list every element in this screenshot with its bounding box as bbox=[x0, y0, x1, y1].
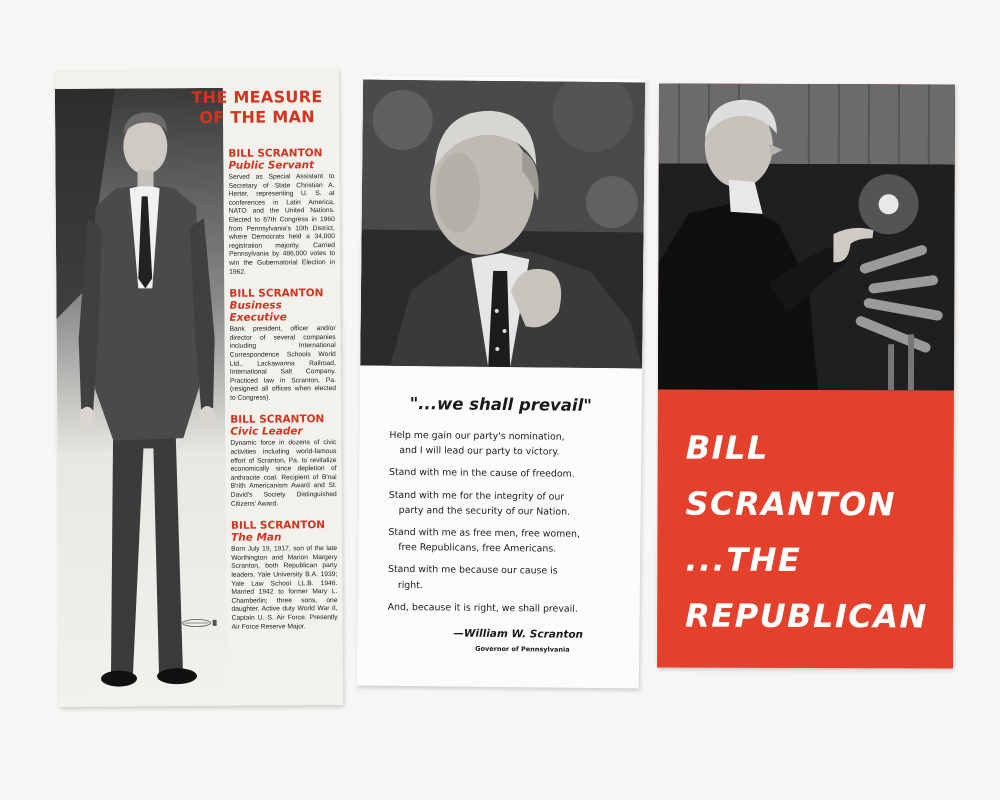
section-text: Born July 19, 1917, son of the late Worthington and Marion Margery Scranton, both Republican party leaders. Yale University B.A. 1939; Yale Law School LL.B. 1946. Married 1942 to former Mary L. Chamberlin; three sons, one daughter. Active duty World War II, Captain U. S. Air Force. Presently Air Force Reserve Major. bbox=[231, 545, 338, 631]
section-name: BILL SCRANTON bbox=[229, 287, 324, 300]
headline bbox=[685, 420, 948, 645]
section-role: The Man bbox=[231, 531, 282, 544]
card-title: THE MEASURE OF THE MAN bbox=[191, 87, 323, 127]
section-text: Dynamic force in dozens of civic activities including world-famous effort of Scranton, Pa. to revitalize economically since depletion of anthracite coal. Recipient of B'nai B'rith Americanism Award and St. David's Society Distinguished Citizens' Award. bbox=[230, 439, 337, 508]
line-first: Help me gain our party's nomination, bbox=[389, 429, 565, 443]
section-role: Civic Leader bbox=[230, 425, 303, 439]
section-role: Business Executive bbox=[229, 299, 287, 324]
headline-line: BILL bbox=[685, 428, 769, 467]
line-first: Stand with me as free men, free women, bbox=[388, 526, 581, 540]
quote-line bbox=[388, 562, 614, 595]
section-name: BILL SCRANTON bbox=[230, 413, 325, 427]
quote-line bbox=[388, 525, 614, 558]
headline-line: ...THE bbox=[685, 540, 802, 579]
quote-line bbox=[389, 487, 615, 520]
line-first: Stand with me for the integrity of our bbox=[388, 489, 565, 503]
bio-section-civic-leader bbox=[230, 414, 337, 509]
quote-line bbox=[388, 600, 614, 618]
section-text: Bank president, officer and/or director of several companies including International Correspondence Schools World Ltd., Lackawanna Railroad, International Salt Company. Practiced law in Scranton, Pa. (resigned all offices when elected to Congress). bbox=[229, 325, 337, 402]
quote-line bbox=[389, 428, 615, 461]
bio-section-the-man bbox=[231, 519, 338, 632]
line-first: Stand with me in the cause of freedom. bbox=[388, 467, 575, 481]
speech-photo bbox=[658, 83, 955, 390]
standing-man-photo bbox=[55, 88, 227, 701]
section-text: Served as Special Assistant to Secretary of State Christian A. Herter, representing U. S. at conferences in Latin America, NATO and the United Nations. Elected to 87th Congress in 1960 from Pennsylvania's 10th District, where Democrats held a 34,000 registration majority. Carried Pennsylvania by 486,000 votes to win the Gubernatorial Election in 1962. bbox=[228, 173, 336, 276]
we-shall-prevail-card bbox=[357, 76, 645, 689]
quote-lines bbox=[387, 428, 615, 624]
line-continuation: and I will lead our party to victory. bbox=[399, 445, 560, 458]
line-continuation: party and the security of our Nation. bbox=[398, 504, 571, 518]
measure-of-the-man-card bbox=[55, 69, 343, 707]
quote-line bbox=[389, 465, 615, 483]
headline-line: SCRANTON bbox=[685, 484, 897, 524]
signature: —William W. Scranton bbox=[453, 627, 584, 641]
bio-section-business-executive bbox=[229, 287, 336, 403]
line-first: Stand with me because our cause is bbox=[387, 564, 558, 578]
line-first: And, because it is right, we shall prevail. bbox=[387, 601, 578, 615]
union-bug-icon bbox=[181, 618, 221, 628]
bio-section-public-servant bbox=[228, 147, 335, 277]
signature-title: Governor of Pennsylvania bbox=[475, 644, 570, 654]
quote-title: "...we shall prevail" bbox=[409, 394, 592, 415]
section-role: Public Servant bbox=[228, 159, 315, 172]
bio-sections bbox=[228, 147, 337, 643]
section-name: BILL SCRANTON bbox=[228, 147, 323, 160]
headline-line: REPUBLICAN bbox=[685, 596, 928, 636]
portrait-photo bbox=[360, 80, 645, 369]
republican-card bbox=[657, 83, 955, 668]
section-name: BILL SCRANTON bbox=[230, 519, 326, 532]
line-continuation: free Republicans, free Americans. bbox=[398, 542, 557, 555]
line-continuation: right. bbox=[397, 579, 423, 591]
